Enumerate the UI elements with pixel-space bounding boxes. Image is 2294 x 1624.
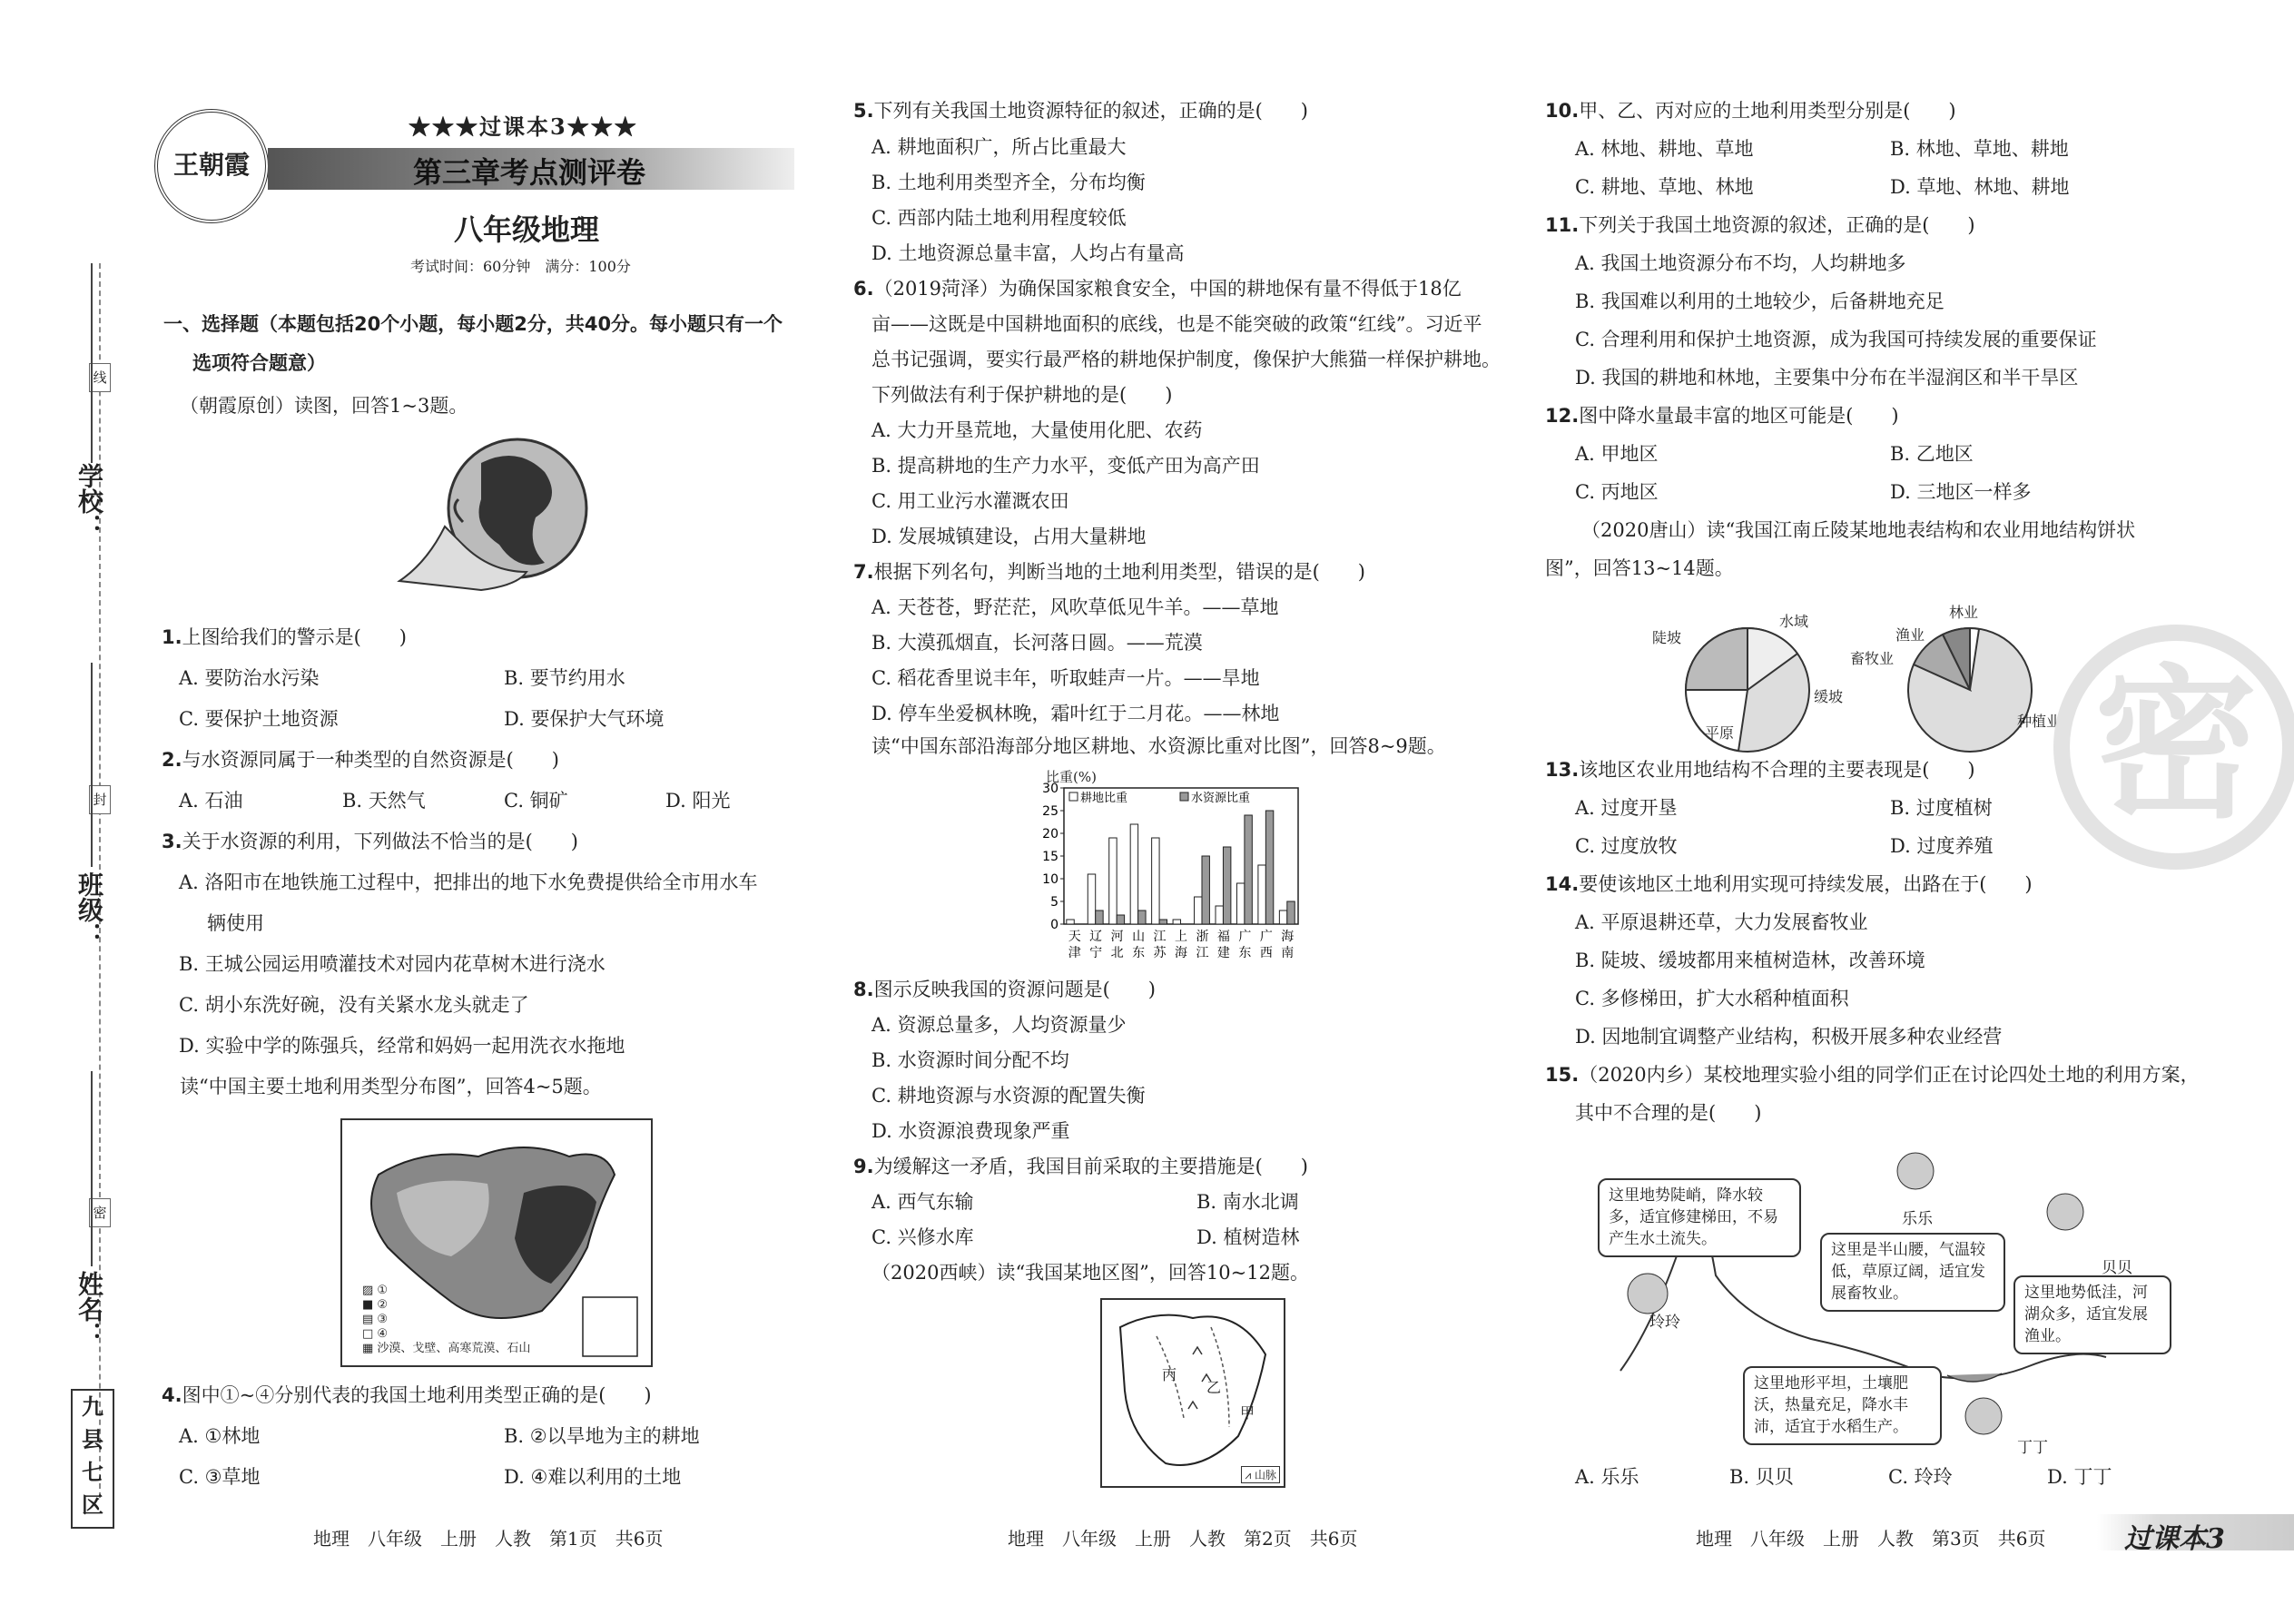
q13-option-a[interactable]: A. 过度开垦 [1575, 797, 1678, 819]
q10-option-d[interactable]: D. 草地、林地、耕地 [1890, 176, 2070, 198]
pie-label-plain: 平原 [1705, 724, 1735, 742]
q15-option-c[interactable]: C. 玲玲 [1888, 1466, 1953, 1488]
legend-swatch-cultivated [1069, 792, 1078, 801]
bar-water [1117, 915, 1124, 924]
x-tick-label: 海 [1175, 946, 1187, 960]
q5-stem: 5.下列有关我国土地资源特征的叙述，正确的是( ) [853, 100, 1308, 122]
x-tick-label: 山 [1132, 930, 1146, 944]
bubble-lingling: 这里地势低洼，河湖众多，适宜发展渔业。 [2013, 1275, 2171, 1354]
q13-option-b[interactable]: B. 过度植树 [1890, 797, 1993, 819]
q15-option-a[interactable]: A. 乐乐 [1575, 1466, 1639, 1488]
q3-stem: 3.关于水资源的利用，下列做法不恰当的是( ) [162, 831, 578, 852]
bubble-dingding: 这里地形平坦，土壤肥沃，热量充足，降水丰沛，适宜于水稻生产。 [1743, 1366, 1942, 1445]
x-tick-label: 宁 [1089, 946, 1103, 960]
pie-label-gentle: 缓坡 [1814, 688, 1844, 705]
legend-swatch-water [1180, 792, 1188, 801]
q7-option-a[interactable]: A. 天苍苍，野茫茫，风吹草低见牛羊。——草地 [871, 596, 1279, 618]
q4-stem: 4.图中①~④分别代表的我国土地利用类型正确的是( ) [162, 1384, 652, 1406]
q3-option-d[interactable]: D. 实验中学的陈强兵，经常和妈妈一起用洗衣水拖地 [179, 1035, 625, 1057]
bar-cultivated [1109, 838, 1117, 924]
q10-option-c[interactable]: C. 耕地、草地、林地 [1575, 176, 1754, 198]
district-stamp: 九 县 七 区 [71, 1389, 114, 1529]
q1-option-d[interactable]: D. 要保护大气环境 [504, 708, 665, 730]
q12-option-d[interactable]: D. 三地区一样多 [1890, 481, 2032, 503]
region-label-bing: 丙 [1162, 1366, 1177, 1383]
q1-option-b[interactable]: B. 要节约用水 [504, 667, 625, 689]
name-beibei: 贝贝 [2102, 1259, 2132, 1277]
q8-option-c[interactable]: C. 耕地资源与水资源的配置失衡 [871, 1085, 1146, 1107]
q6-option-c[interactable]: C. 用工业污水灌溉农田 [871, 490, 1069, 512]
bar-water [1265, 811, 1273, 924]
intro-4-5: 读“中国主要土地利用类型分布图”，回答4~5题。 [180, 1076, 602, 1097]
y-tick-label: 15 [1042, 850, 1058, 864]
region-map-legend: ⩘ 山脉 [1241, 1466, 1280, 1483]
x-tick-label: 辽 [1089, 930, 1103, 944]
q11-option-c[interactable]: C. 合理利用和保护土地资源，成为我国可持续发展的重要保证 [1575, 329, 2097, 350]
brand-mark: 过课本3 [2124, 1523, 2225, 1555]
bar-cultivated [1152, 838, 1159, 924]
q7-option-d[interactable]: D. 停车坐爱枫林晚，霜叶红于二月花。——林地 [871, 703, 1280, 724]
class-field[interactable] [91, 663, 93, 867]
q15-stem: 15.（2020内乡）某校地理实验小组的同学们正在讨论四处土地的利用方案， [1545, 1064, 2200, 1086]
exam-title: 第三章考点测评卷 [413, 155, 646, 190]
china-map-legend: ▨ ① ■ ② ▤ ③ □ ④ ▦ 沙漠、戈壁、高寒荒漠、石山 [362, 1284, 531, 1355]
x-tick-label: 北 [1110, 946, 1124, 960]
name-lingling: 玲玲 [1649, 1314, 1680, 1332]
name-dingding: 丁丁 [2017, 1439, 2048, 1457]
q8-option-a[interactable]: A. 资源总量多，人均资源量少 [871, 1014, 1127, 1036]
bar-cultivated [1173, 920, 1180, 924]
subject-title: 八年级地理 [454, 212, 600, 247]
q14-option-c[interactable]: C. 多修梯田，扩大水稻种植面积 [1575, 988, 1849, 1009]
q6-option-d[interactable]: D. 发展城镇建设，占用大量耕地 [871, 526, 1147, 547]
x-tick-label: 上 [1175, 930, 1187, 944]
q2-option-c[interactable]: C. 铜矿 [504, 790, 568, 812]
bar-chart [1035, 782, 1325, 973]
bar-cultivated [1195, 897, 1202, 924]
q5-option-d[interactable]: D. 土地资源总量丰富，人均占有量高 [871, 242, 1185, 264]
q3-option-a[interactable]: A. 洛阳市在地铁施工过程中，把排出的地下水免费提供给全市用水车 [179, 871, 758, 893]
bar-water [1287, 901, 1295, 924]
x-tick-label: 福 [1216, 930, 1230, 944]
q9-option-c[interactable]: C. 兴修水库 [871, 1226, 974, 1248]
q9-option-d[interactable]: D. 植树造林 [1196, 1226, 1300, 1248]
name-label: 姓名： [74, 1271, 104, 1347]
q3-option-a-cont: 辆使用 [207, 912, 264, 934]
q6-stem-cont-1: 亩——这既是中国耕地面积的底线，也是不能突破的政策“红线”。习近平 [871, 313, 1482, 335]
earth-illustration [390, 436, 599, 599]
y-tick-label: 10 [1042, 872, 1058, 887]
x-tick-label: 津 [1068, 946, 1081, 960]
pie-label-fishery: 渔业 [1895, 626, 1925, 644]
pie-label-forestry: 林业 [1949, 604, 1979, 621]
q15-option-d[interactable]: D. 丁丁 [2047, 1466, 2112, 1488]
x-tick-label: 西 [1259, 946, 1273, 960]
q7-stem: 7.根据下列名句，判断当地的土地利用类型，错误的是( ) [853, 561, 1365, 583]
x-tick-label: 天 [1068, 930, 1081, 944]
q1-stem: 1.上图给我们的警示是( ) [162, 626, 407, 648]
q8-option-d[interactable]: D. 水资源浪费现象严重 [871, 1120, 1070, 1142]
legend-label-cultivated: 耕地比重 [1080, 792, 1128, 805]
y-tick-label: 30 [1042, 782, 1058, 796]
x-tick-label: 江 [1196, 946, 1209, 960]
q13-stem: 13.该地区农业用地结构不合理的主要表现是( ) [1545, 759, 1975, 781]
series-title: ★★★过课本3★★★ [409, 113, 638, 140]
y-tick-label: 20 [1042, 827, 1058, 842]
q14-option-d[interactable]: D. 因地制宜调整产业结构，积极开展多种农业经营 [1575, 1026, 2003, 1048]
region-map [1100, 1298, 1285, 1488]
intro-13-14-cont: 图”，回答13~14题。 [1545, 557, 1734, 579]
bar-cultivated [1088, 874, 1095, 924]
x-tick-label: 江 [1153, 930, 1167, 944]
bar-water [1159, 920, 1167, 924]
q12-option-b[interactable]: B. 乙地区 [1890, 443, 1974, 465]
q4-option-d[interactable]: D. ④难以利用的土地 [504, 1466, 682, 1488]
q6-stem: 6.（2019菏泽）为确保国家粮食安全，中国的耕地保有量不得低于18亿 [853, 278, 1462, 300]
q15-option-b[interactable]: B. 贝贝 [1729, 1466, 1794, 1488]
q4-option-a[interactable]: A. ①林地 [179, 1425, 261, 1447]
q6-option-a[interactable]: A. 大力开垦荒地，大量使用化肥、农药 [871, 419, 1203, 441]
section-title: 一、选择题（本题包括20个小题，每小题2分，共40分。每小题只有一个 [163, 313, 783, 335]
q8-option-b[interactable]: B. 水资源时间分配不均 [871, 1049, 1069, 1071]
q1-option-c[interactable]: C. 要保护土地资源 [179, 708, 339, 730]
secret-watermark: 密 [2053, 625, 2294, 870]
q2-stem: 2.与水资源同属于一种类型的自然资源是( ) [162, 749, 559, 771]
q14-option-b[interactable]: B. 陡坡、缓坡都用来植树造林，改善环境 [1575, 950, 1925, 971]
q2-option-a[interactable]: A. 石油 [179, 790, 243, 812]
school-field[interactable] [91, 263, 93, 463]
bar-cultivated [1236, 883, 1244, 924]
chart-ylabel: 比重(%) [1046, 769, 1097, 785]
q2-option-b[interactable]: B. 天然气 [342, 790, 426, 812]
q10-option-b[interactable]: B. 林地、草地、耕地 [1890, 138, 2069, 160]
bar-cultivated [1279, 910, 1286, 924]
q3-option-b[interactable]: B. 王城公园运用喷灌技术对园内花草树木进行浇水 [179, 953, 605, 975]
q12-option-c[interactable]: C. 丙地区 [1575, 481, 1659, 503]
q10-option-a[interactable]: A. 林地、耕地、草地 [1575, 138, 1754, 160]
bar-water [1245, 815, 1252, 924]
y-tick-label: 25 [1042, 804, 1058, 819]
q12-stem: 12.图中降水量最丰富的地区可能是( ) [1545, 405, 1899, 427]
x-tick-label: 建 [1216, 946, 1230, 960]
x-tick-label: 浙 [1196, 930, 1209, 944]
q11-option-a[interactable]: A. 我国土地资源分布不均，人均耕地多 [1575, 252, 1906, 274]
q1-option-a[interactable]: A. 要防治水污染 [179, 667, 320, 689]
pie-label-steep: 陡坡 [1652, 629, 1682, 646]
bubble-beibei: 这里是半山腰，气温较低，草原辽阔，适宜发展畜牧业。 [1820, 1233, 2005, 1312]
q5-option-c[interactable]: C. 西部内陆土地利用程度较低 [871, 207, 1127, 229]
q5-option-a[interactable]: A. 耕地面积广，所占比重最大 [871, 136, 1127, 158]
pie-label-livestock: 畜牧业 [1850, 650, 1895, 667]
q6-stem-cont-2: 总书记强调，要实行最严格的耕地保护制度，像保护大熊猫一样保护耕地。 [871, 349, 1501, 370]
name-field[interactable] [91, 1071, 93, 1266]
pie-label-water: 水域 [1779, 613, 1809, 630]
q7-option-b[interactable]: B. 大漠孤烟直，长河落日圆。——荒漠 [871, 632, 1203, 654]
bar-water [1138, 910, 1146, 924]
q6-option-b[interactable]: B. 提高耕地的生产力水平，变低产田为高产田 [871, 455, 1260, 477]
pie-label-crops: 种植业 [2017, 713, 2062, 730]
intro-13-14: （2020唐山）读“我国江南丘陵某地地表结构和农业用地结构饼状 [1581, 519, 2136, 541]
q7-option-c[interactable]: C. 稻花香里说丰年，听取蛙声一片。——旱地 [871, 667, 1260, 689]
q2-option-d[interactable]: D. 阳光 [665, 790, 731, 812]
cut-mark-seal: 封 [89, 785, 111, 814]
bar-water [1223, 847, 1230, 924]
x-tick-label: 海 [1281, 930, 1295, 944]
q9-option-a[interactable]: A. 西气东输 [871, 1191, 974, 1213]
footer-page-1: 地理 八年级 上册 人教 第1页 共6页 [313, 1528, 664, 1550]
q15-stem-cont: 其中不合理的是( ) [1575, 1102, 1762, 1124]
bar-water [1096, 910, 1103, 924]
x-tick-label: 广 [1238, 930, 1252, 944]
q4-option-c[interactable]: C. ③草地 [179, 1466, 261, 1488]
class-label: 班级： [74, 871, 104, 948]
q9-stem: 9.为缓解这一矛盾，我国目前采取的主要措施是( ) [853, 1156, 1308, 1177]
y-tick-label: 0 [1050, 918, 1058, 932]
footer-page-3: 地理 八年级 上册 人教 第3页 共6页 [1696, 1528, 2046, 1550]
section-title-cont: 选项符合题意） [192, 352, 326, 374]
q5-option-b[interactable]: B. 土地利用类型齐全，分布均衡 [871, 172, 1146, 193]
logo: 王朝霞 [154, 109, 269, 223]
q13-option-d[interactable]: D. 过度养殖 [1890, 835, 1994, 857]
q10-stem: 10.甲、乙、丙对应的土地利用类型分别是( ) [1545, 100, 1956, 122]
cut-mark-secret: 密 [89, 1198, 111, 1227]
q11-option-b[interactable]: B. 我国难以利用的土地较少，后备耕地充足 [1575, 290, 1944, 312]
bar-cultivated [1258, 865, 1265, 924]
y-tick-label: 5 [1050, 895, 1058, 910]
q11-option-d[interactable]: D. 我国的耕地和林地，主要集中分布在半湿润区和半干旱区 [1575, 367, 2079, 389]
x-tick-label: 广 [1259, 930, 1273, 944]
q13-option-c[interactable]: C. 过度放牧 [1575, 835, 1678, 857]
q12-option-a[interactable]: A. 甲地区 [1575, 443, 1659, 465]
bubble-lele: 这里地势陡峭，降水较多，适宜修建梯田，不易产生水土流失。 [1598, 1178, 1801, 1257]
q6-stem-cont-3: 下列做法有利于保护耕地的是( ) [871, 384, 1173, 406]
cut-mark-line: 线 [89, 363, 111, 392]
bar-water [1202, 856, 1209, 924]
x-tick-label: 南 [1281, 946, 1295, 960]
x-tick-label: 东 [1238, 946, 1252, 960]
bar-cultivated [1216, 906, 1223, 924]
intro-1-3: （朝霞原创）读图，回答1~3题。 [180, 395, 468, 417]
legend-label-water: 水资源比重 [1191, 792, 1251, 805]
q3-option-c[interactable]: C. 胡小东洗好碗，没有关紧水龙头就走了 [179, 994, 529, 1016]
intro-8-9: 读“中国东部沿海部分地区耕地、水资源比重对比图”，回答8~9题。 [871, 735, 1446, 757]
china-land-use-map [340, 1118, 653, 1367]
region-label-jia: 甲 [1240, 1404, 1255, 1422]
footer-page-2: 地理 八年级 上册 人教 第2页 共6页 [1008, 1528, 1358, 1550]
region-label-yi: 乙 [1206, 1379, 1222, 1396]
q14-stem: 14.要使该地区土地利用实现可持续发展，出路在于( ) [1545, 873, 2033, 895]
x-tick-label: 苏 [1153, 946, 1167, 960]
bar-cultivated [1130, 824, 1137, 924]
q9-option-b[interactable]: B. 南水北调 [1196, 1191, 1299, 1213]
q11-stem: 11.下列关于我国土地资源的叙述，正确的是( ) [1545, 214, 1975, 236]
exam-info: 考试时间：60分钟 满分：100分 [410, 258, 631, 275]
q8-stem: 8.图示反映我国的资源问题是( ) [853, 979, 1156, 1000]
bar-cultivated [1067, 920, 1074, 924]
q14-option-a[interactable]: A. 平原退耕还草，大力发展畜牧业 [1575, 911, 1868, 933]
x-tick-label: 东 [1132, 946, 1146, 960]
x-tick-label: 河 [1110, 930, 1124, 944]
q4-option-b[interactable]: B. ②以旱地为主的耕地 [504, 1425, 700, 1447]
school-label: 学校： [74, 463, 104, 539]
name-lele: 乐乐 [1902, 1210, 1933, 1228]
intro-10-12: （2020西峡）读“我国某地区图”，回答10~12题。 [871, 1262, 1309, 1284]
